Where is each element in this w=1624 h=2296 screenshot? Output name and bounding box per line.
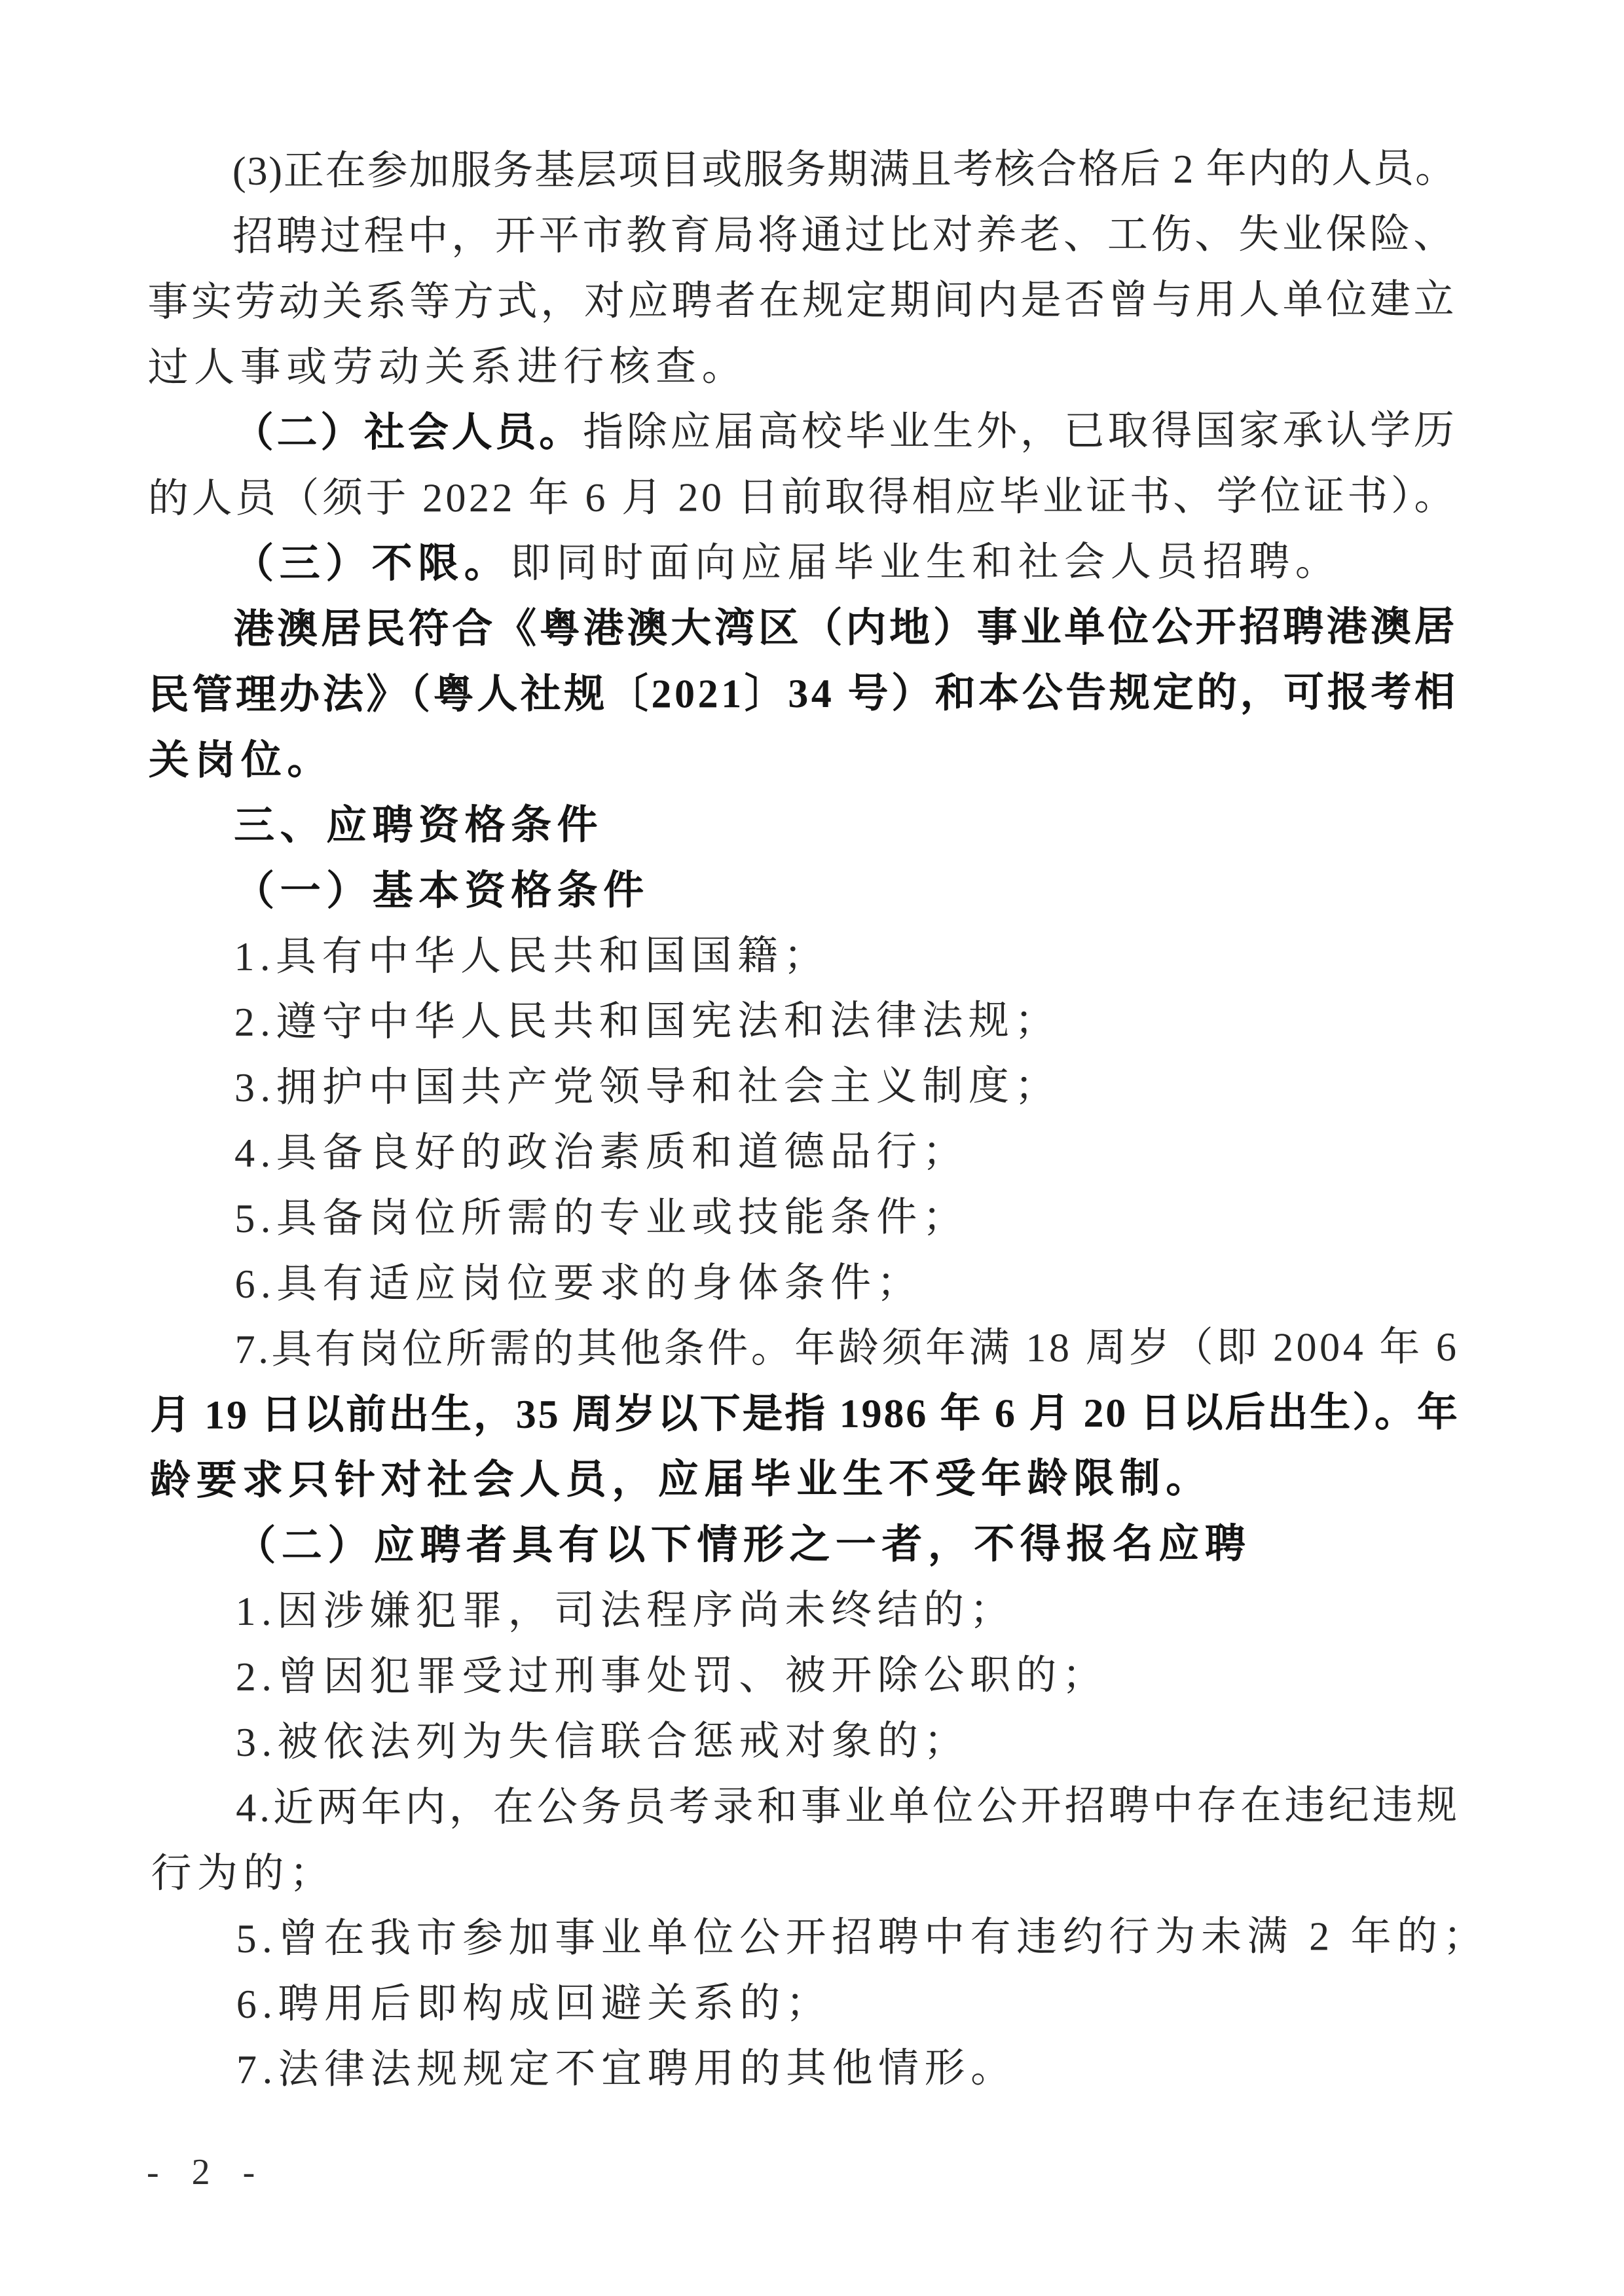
text-line — [149, 856, 1458, 924]
text-line-content — [234, 868, 650, 913]
text-line-content — [149, 738, 333, 784]
body-text: 6.具有适应岗位要求的身体条件； — [234, 1260, 923, 1307]
text-line — [149, 1249, 1459, 1317]
text-line — [149, 725, 1458, 793]
body-text: 6.聘用后即构成回避关系的； — [236, 1980, 832, 2027]
text-line-content — [235, 1522, 1251, 1569]
body-text: 招聘过程中，开平市教育局将通过比对养老、工伤、失业保险、 — [232, 211, 1458, 259]
emphasized-text: 民管理办法》（粤人社规〔2021〕34 号）和本公告规定的，可报考相 — [148, 670, 1458, 718]
text-line — [148, 529, 1458, 597]
text-line — [151, 1642, 1460, 1710]
text-line-content — [233, 605, 1458, 652]
emphasized-text: 月 19 日以前出生，35 周岁以下是指 1986 年 6 月 20 日以后出生）。年 — [149, 1390, 1460, 1438]
body-text: 5.具备岗位所需的专业或技能条件； — [234, 1195, 969, 1241]
text-line-content — [234, 803, 603, 848]
body-text: 过人事或劳动关系进行核查。 — [147, 344, 748, 391]
text-line-content — [234, 934, 830, 979]
text-line — [149, 1053, 1459, 1121]
body-text: 4.近两年内，在公务员考录和事业单位公开招聘中存在违纪违规 — [236, 1783, 1461, 1831]
emphasized-text: 关岗位。 — [148, 738, 333, 784]
text-line — [147, 333, 1457, 401]
emphasized-text: 三、应聘资格条件 — [233, 802, 604, 848]
body-text: 2.遵守中华人民共和国宪法和法律法规； — [234, 998, 1061, 1045]
text-line — [149, 1184, 1459, 1252]
text-line — [148, 464, 1458, 532]
text-line-content — [151, 1851, 335, 1897]
body-text: 行为的； — [151, 1851, 336, 1897]
text-line — [150, 1511, 1460, 1579]
emphasized-text: （一）基本资格条件 — [234, 867, 650, 914]
body-text: 3.拥护中国共产党领导和社会主义制度； — [234, 1064, 1061, 1110]
text-line — [151, 1969, 1461, 2037]
body-text: 1.具有中华人民共和国国籍； — [234, 933, 830, 979]
text-line — [149, 922, 1458, 990]
text-line — [148, 594, 1458, 663]
page-number: - 2 - — [147, 2152, 267, 2193]
text-line-content — [233, 409, 1458, 456]
body-text: 2.曾因犯罪受过刑事处罚、被开除公职的； — [235, 1653, 1109, 1700]
body-text: 4.具备良好的政治素质和道德品行； — [234, 1129, 969, 1176]
text-line-content — [236, 1653, 1109, 1700]
body-text: 指除应届高校毕业生外，已取得国家承认学历 — [582, 408, 1458, 455]
emphasized-text: （二）社会人员。 — [232, 409, 583, 456]
text-line — [149, 987, 1459, 1055]
text-line — [150, 1380, 1460, 1448]
body-text: 的人员（须于 2022 年 6 月 20 日前取得相应毕业证书、学位证书）。 — [147, 473, 1458, 522]
emphasized-text: （三）不限。 — [233, 540, 511, 587]
text-line — [147, 136, 1457, 204]
text-line — [148, 398, 1458, 466]
body-text: 事实劳动关系等方式，对应聘者在规定期间内是否曾与用人单位建立 — [147, 277, 1458, 325]
body-text: 3.被依法列为失信联合惩戒对象的； — [235, 1719, 970, 1765]
text-line — [147, 202, 1457, 270]
text-line-content — [147, 278, 1457, 325]
text-line — [150, 1446, 1460, 1514]
text-line-content — [234, 1064, 1061, 1110]
emphasized-text: 港澳居民符合《粤港澳大湾区（内地）事业单位公开招聘港澳居 — [233, 604, 1458, 652]
text-line-content — [236, 1783, 1460, 1831]
text-line-content — [234, 1129, 969, 1175]
document-lines — [147, 136, 1490, 2103]
text-line — [150, 1315, 1460, 1383]
text-line — [151, 1838, 1460, 1906]
text-line-content — [235, 1325, 1460, 1372]
text-line-content — [148, 474, 1458, 521]
text-line — [151, 2035, 1461, 2103]
text-line-content — [232, 212, 1457, 259]
text-line-content — [234, 1195, 969, 1241]
text-line-content — [236, 1588, 1016, 1633]
text-line — [151, 1773, 1460, 1841]
text-line-content — [150, 1457, 1212, 1503]
body-text: 即同时面向应届毕业生和社会人员招聘。 — [510, 539, 1342, 586]
text-line-content — [150, 1391, 1460, 1438]
body-text: (3)正在参加服务基层项目或服务期满且考核合格后 2 年内的人员。 — [232, 146, 1457, 194]
text-line — [149, 791, 1458, 859]
text-line — [149, 660, 1458, 728]
text-line — [151, 1707, 1460, 1776]
text-line — [147, 267, 1457, 335]
body-text: 7.法律法规规定不宜聘用的其他情形。 — [236, 2046, 1017, 2092]
text-line-content — [148, 344, 748, 390]
emphasized-text: 龄要求只针对社会人员，应届毕业生不受年龄限制。 — [150, 1456, 1212, 1504]
text-line — [151, 1904, 1490, 1972]
body-text: 5.曾在我市参加事业单位公开招聘中有违约行为未满 2 年的； — [236, 1914, 1490, 1961]
text-line-content — [236, 2046, 1017, 2092]
text-line-content — [236, 1719, 970, 1764]
body-text: 1.因涉嫌犯罪，司法程序尚未终结的； — [235, 1588, 1016, 1634]
text-line — [150, 1576, 1460, 1645]
text-line-content — [149, 670, 1458, 718]
text-line-content — [236, 1981, 832, 2027]
text-line — [149, 1118, 1459, 1186]
text-line-content — [232, 147, 1457, 194]
text-line-content — [236, 1914, 1490, 1961]
text-line-content — [234, 1261, 923, 1307]
emphasized-text: （二）应聘者具有以下情形之一者，不得报名应聘 — [235, 1521, 1251, 1569]
body-text: 7.具有岗位所需的其他条件。年龄须年满 18 周岁（即 2004 年 6 — [234, 1324, 1460, 1372]
text-line-content — [233, 539, 1341, 587]
text-line-content — [234, 998, 1061, 1045]
